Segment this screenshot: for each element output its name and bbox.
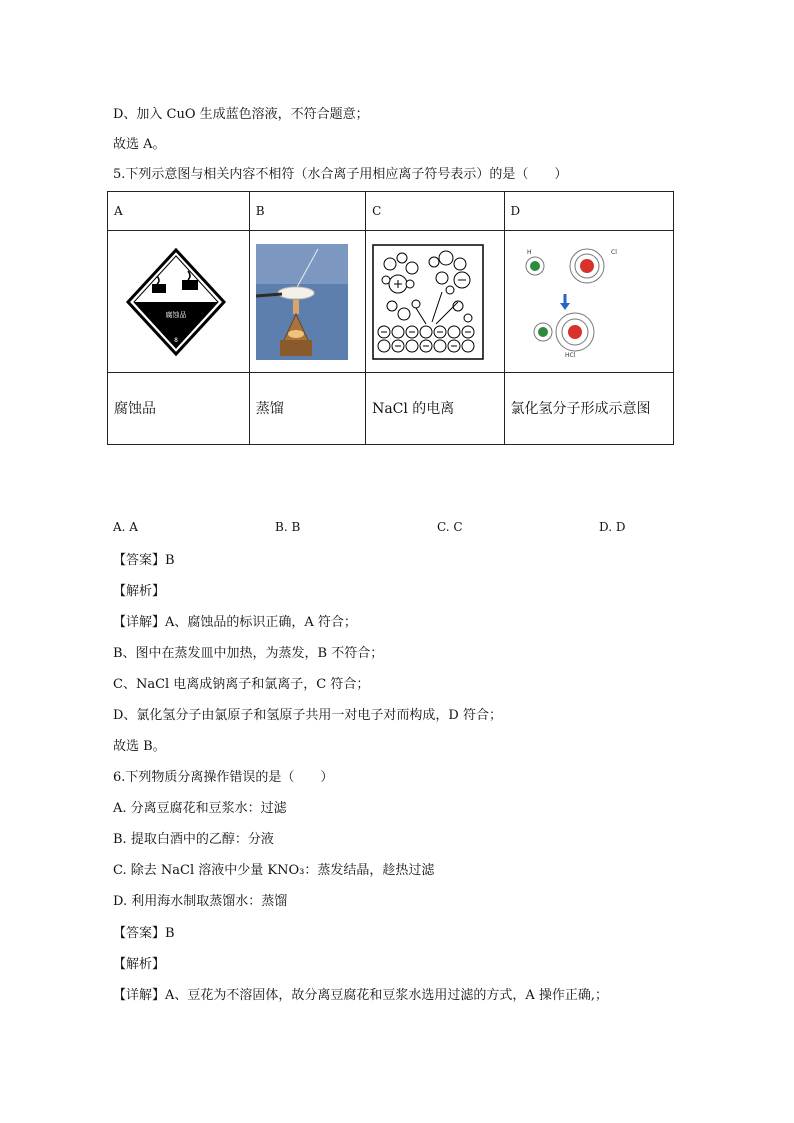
- cell-image-c: [366, 231, 504, 373]
- corrosive-sign-image: [124, 246, 229, 358]
- label-h: H: [526, 248, 532, 256]
- q5-detail-c: C、NaCl 电离成钠离子和氯离子，C 符合；: [113, 677, 370, 692]
- header-c: C: [366, 192, 504, 231]
- q6-analysis: 【解析】: [113, 957, 166, 972]
- nacl-ionization-diagram: [372, 244, 484, 360]
- label-hcl: HCl: [564, 351, 575, 359]
- q6-choice-d: D. 利用海水制取蒸馏水：蒸馏: [113, 894, 288, 909]
- q5-analysis: 【解析】: [113, 584, 166, 599]
- question-6: 6.下列物质分离操作错误的是（ ）: [113, 770, 334, 785]
- q6-choice-b: B. 提取白酒中的乙醇：分液: [113, 832, 274, 847]
- option-d: D. D: [599, 520, 626, 534]
- q6-detail: 【详解】A、豆花为不溶固体，故分离豆腐花和豆浆水选用过滤的方式，A 操作正确,；: [113, 988, 609, 1003]
- sign-text: 腐蚀品: [165, 310, 187, 319]
- q5-detail-b: B、图中在蒸发皿中加热，为蒸发，B 不符合；: [113, 646, 384, 661]
- evaporation-photo: [256, 244, 348, 360]
- label-cl: Cl: [610, 248, 617, 256]
- header-a: A: [108, 192, 250, 231]
- option-a: A. A: [113, 520, 138, 534]
- label-b: 蒸馏: [249, 373, 365, 445]
- header-b: B: [249, 192, 365, 231]
- label-d: 氯化氢分子形成示意图: [504, 373, 673, 445]
- q6-choice-a: A. 分离豆腐花和豆浆水：过滤: [113, 801, 287, 816]
- label-c: NaCl 的电离: [366, 373, 504, 445]
- option-b: B. B: [275, 520, 301, 534]
- sign-number: 8: [174, 336, 178, 344]
- header-d: D: [504, 192, 673, 231]
- cell-image-a: [108, 231, 250, 373]
- cell-image-d: [504, 231, 673, 373]
- question-5: 5.下列示意图与相关内容不相符（水合离子用相应离子符号表示）的是（ ）: [113, 167, 568, 182]
- hcl-formation-diagram: [517, 244, 635, 360]
- label-a: 腐蚀品: [108, 373, 250, 445]
- line-q4-d: D、加入 CuO 生成蓝色溶液，不符合题意；: [113, 107, 369, 122]
- q5-detail-a: 【详解】A、腐蚀品的标识正确，A 符合；: [113, 615, 357, 630]
- cell-image-b: [249, 231, 365, 373]
- q6-choice-c: C. 除去 NaCl 溶液中少量 KNO₃：蒸发结晶，趁热过滤: [113, 863, 435, 878]
- q5-choose: 故选 B。: [113, 739, 166, 754]
- q5-detail-d: D、氯化氢分子由氯原子和氢原子共用一对电子对而构成，D 符合；: [113, 708, 502, 723]
- option-c: C. C: [437, 520, 463, 534]
- line-q4-choose: 故选 A。: [113, 137, 166, 152]
- question-5-table: [107, 191, 674, 445]
- q5-answer: 【答案】B: [113, 553, 175, 568]
- q6-answer: 【答案】B: [113, 926, 175, 941]
